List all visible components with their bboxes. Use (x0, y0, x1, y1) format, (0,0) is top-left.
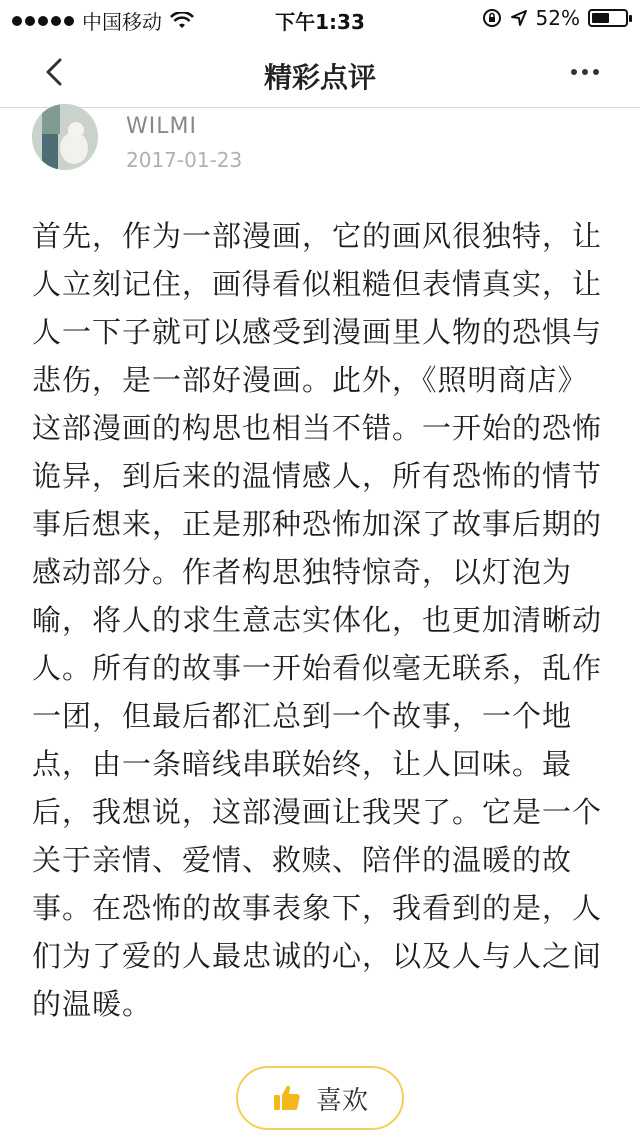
battery-fill (592, 13, 609, 23)
more-dot-icon (582, 69, 588, 75)
status-time: 下午1:33 (275, 10, 365, 34)
navigation-bar (0, 36, 640, 108)
status-right (482, 6, 628, 30)
carrier-label: 中国移动 (82, 10, 162, 34)
like-label: 喜欢 (315, 1085, 368, 1116)
status-bar (0, 0, 640, 36)
review-author (32, 104, 612, 184)
avatar[interactable] (32, 104, 98, 170)
like-button[interactable] (236, 1066, 404, 1130)
page-title: 精彩点评 (263, 61, 376, 94)
battery-percent: 52% (535, 6, 580, 30)
more-dot-icon (571, 69, 577, 75)
review-text: 首先，作为一部漫画，它的画风很独特，让人立刻记住，画得看似粗糙但表情真实，让人一下子就可以感受到漫画里人物的恐惧与悲伤，是一部好漫画。此外，《照明商店》这部漫画的构思也相当不错。一开始的恐怖诡异，到后来的温情感人，所有恐怖的情节事后想来，正是那种恐怖加深了故事后期的感动部分。作者构思独特惊奇，以灯泡为喻，将人的求生意志实体化，也更加清晰动人。所有的故事一开始看似毫无联系，乱作一团，但最后都汇总到一个故事，一个地点，由一条暗线串联始终，让人回味。最后，我想说，这部漫画让我哭了。它是一个关于亲情、爱情、救赎、陪伴的温暖的故事。在恐怖的故事表象下，我看到的是，人们为了爱的人最忠诚的心，以及人与人之间的温暖。 (32, 219, 603, 1021)
thumbs-up-icon (272, 1083, 302, 1113)
battery-icon (588, 9, 628, 27)
location-arrow-icon (510, 9, 528, 27)
author-name[interactable]: WILMI (126, 114, 197, 139)
review-date: 2017-01-23 (126, 148, 243, 172)
more-dot-icon (593, 69, 599, 75)
more-options-button[interactable] (570, 60, 600, 84)
avatar-image (32, 104, 98, 170)
orientation-lock-icon (482, 8, 502, 28)
